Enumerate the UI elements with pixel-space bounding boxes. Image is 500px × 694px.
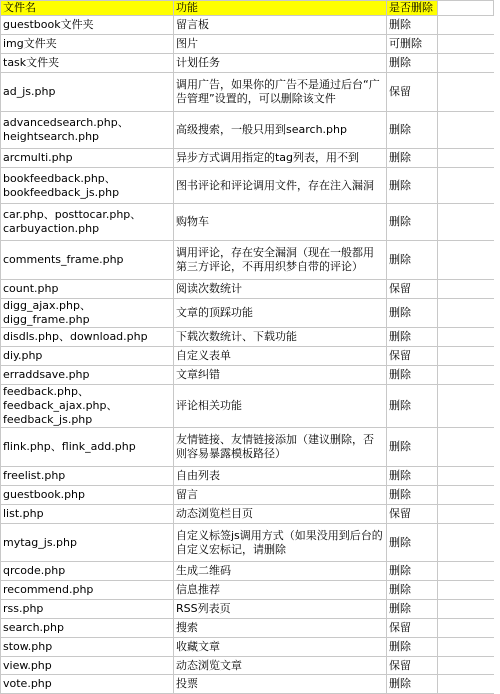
function-cell: 计划任务 bbox=[174, 54, 387, 73]
function-cell: 投票 bbox=[174, 675, 387, 694]
table-row bbox=[1, 638, 494, 657]
function-cell: 留言板 bbox=[174, 16, 387, 35]
table-row bbox=[1, 168, 494, 204]
empty-cell bbox=[438, 16, 494, 35]
filename-cell: digg_ajax.php、digg_frame.php bbox=[1, 299, 174, 328]
empty-cell bbox=[438, 524, 494, 562]
empty-cell bbox=[438, 280, 494, 299]
header-delete: 是否删除 bbox=[387, 1, 438, 16]
function-cell: 文章纠错 bbox=[174, 366, 387, 385]
delete-status-cell: 删除 bbox=[387, 562, 438, 581]
empty-cell bbox=[438, 168, 494, 204]
delete-status-cell: 保留 bbox=[387, 505, 438, 524]
table-row bbox=[1, 149, 494, 168]
delete-status-cell: 删除 bbox=[387, 168, 438, 204]
filename-cell: guestbook文件夹 bbox=[1, 16, 174, 35]
table-row bbox=[1, 280, 494, 299]
empty-cell bbox=[438, 112, 494, 149]
filename-cell: car.php、posttocar.php、carbuyaction.php bbox=[1, 204, 174, 241]
function-cell: 自定义表单 bbox=[174, 347, 387, 366]
table-row bbox=[1, 241, 494, 280]
filename-cell: task文件夹 bbox=[1, 54, 174, 73]
empty-cell bbox=[438, 54, 494, 73]
filename-cell: arcmulti.php bbox=[1, 149, 174, 168]
delete-status-cell: 保留 bbox=[387, 657, 438, 675]
filename-cell: search.php bbox=[1, 619, 174, 638]
empty-cell bbox=[438, 299, 494, 328]
table-row bbox=[1, 619, 494, 638]
filename-cell: qrcode.php bbox=[1, 562, 174, 581]
delete-status-cell: 删除 bbox=[387, 581, 438, 600]
empty-cell bbox=[438, 204, 494, 241]
function-cell: 信息推荐 bbox=[174, 581, 387, 600]
filename-cell: guestbook.php bbox=[1, 486, 174, 505]
filename-cell: diy.php bbox=[1, 347, 174, 366]
filename-cell: list.php bbox=[1, 505, 174, 524]
table-row bbox=[1, 35, 494, 54]
empty-cell bbox=[438, 328, 494, 347]
delete-status-cell: 删除 bbox=[387, 486, 438, 505]
empty-cell bbox=[438, 385, 494, 428]
filename-cell: bookfeedback.php、bookfeedback_js.php bbox=[1, 168, 174, 204]
function-cell: 阅读次数统计 bbox=[174, 280, 387, 299]
function-cell: 友情链接、友情链接添加（建议删除，否则容易暴露模板路径） bbox=[174, 428, 387, 467]
function-cell: 自定义标签js调用方式（如果没用到后台的自定义宏标记，请删除 bbox=[174, 524, 387, 562]
table-row bbox=[1, 73, 494, 112]
filename-cell: vote.php bbox=[1, 675, 174, 694]
table-row bbox=[1, 54, 494, 73]
empty-cell bbox=[438, 149, 494, 168]
header-function: 功能 bbox=[174, 1, 387, 16]
empty-cell bbox=[438, 467, 494, 486]
delete-status-cell: 删除 bbox=[387, 241, 438, 280]
table-row bbox=[1, 299, 494, 328]
function-cell: 留言 bbox=[174, 486, 387, 505]
empty-cell bbox=[438, 73, 494, 112]
empty-cell bbox=[438, 675, 494, 694]
delete-status-cell: 删除 bbox=[387, 428, 438, 467]
function-cell: 动态浏览文章 bbox=[174, 657, 387, 675]
delete-status-cell: 删除 bbox=[387, 600, 438, 619]
empty-cell bbox=[438, 562, 494, 581]
delete-status-cell: 删除 bbox=[387, 366, 438, 385]
filename-cell: flink.php、flink_add.php bbox=[1, 428, 174, 467]
delete-status-cell: 保留 bbox=[387, 347, 438, 366]
empty-cell bbox=[438, 347, 494, 366]
delete-status-cell: 保留 bbox=[387, 619, 438, 638]
empty-cell bbox=[438, 600, 494, 619]
table-row bbox=[1, 204, 494, 241]
function-cell: 调用评论，存在安全漏洞（现在一般都用第三方评论，不再用织梦自带的评论） bbox=[174, 241, 387, 280]
function-cell: 图书评论和评论调用文件，存在注入漏洞 bbox=[174, 168, 387, 204]
table-row bbox=[1, 328, 494, 347]
function-cell: 购物车 bbox=[174, 204, 387, 241]
function-cell: 异步方式调用指定的tag列表，用不到 bbox=[174, 149, 387, 168]
function-cell: 收藏文章 bbox=[174, 638, 387, 657]
delete-status-cell: 删除 bbox=[387, 112, 438, 149]
function-cell: 评论相关功能 bbox=[174, 385, 387, 428]
header-row bbox=[1, 1, 494, 16]
filename-cell: comments_frame.php bbox=[1, 241, 174, 280]
filename-cell: img文件夹 bbox=[1, 35, 174, 54]
table-row bbox=[1, 467, 494, 486]
table-row bbox=[1, 486, 494, 505]
table-row bbox=[1, 505, 494, 524]
delete-status-cell: 删除 bbox=[387, 524, 438, 562]
function-cell: RSS列表页 bbox=[174, 600, 387, 619]
function-cell: 调用广告，如果你的广告不是通过后台“广告管理”设置的，可以删除该文件 bbox=[174, 73, 387, 112]
function-cell: 下载次数统计、下载功能 bbox=[174, 328, 387, 347]
delete-status-cell: 删除 bbox=[387, 149, 438, 168]
header-filename: 文件名 bbox=[1, 1, 174, 16]
filename-cell: stow.php bbox=[1, 638, 174, 657]
table-row bbox=[1, 428, 494, 467]
delete-status-cell: 删除 bbox=[387, 54, 438, 73]
delete-status-cell: 删除 bbox=[387, 385, 438, 428]
filename-cell: ad_js.php bbox=[1, 73, 174, 112]
empty-cell bbox=[438, 486, 494, 505]
empty-cell bbox=[438, 657, 494, 675]
empty-cell bbox=[438, 35, 494, 54]
empty-header-cell bbox=[438, 1, 494, 16]
table-row bbox=[1, 347, 494, 366]
function-cell: 自由列表 bbox=[174, 467, 387, 486]
delete-status-cell: 删除 bbox=[387, 204, 438, 241]
table-row bbox=[1, 112, 494, 149]
function-cell: 文章的顶踩功能 bbox=[174, 299, 387, 328]
empty-cell bbox=[438, 428, 494, 467]
filename-cell: advancedsearch.php、heightsearch.php bbox=[1, 112, 174, 149]
delete-status-cell: 删除 bbox=[387, 328, 438, 347]
filename-cell: count.php bbox=[1, 280, 174, 299]
table-row bbox=[1, 600, 494, 619]
filename-cell: disdls.php、download.php bbox=[1, 328, 174, 347]
empty-cell bbox=[438, 581, 494, 600]
delete-status-cell: 保留 bbox=[387, 73, 438, 112]
filename-cell: rss.php bbox=[1, 600, 174, 619]
table-row bbox=[1, 581, 494, 600]
filename-cell: mytag_js.php bbox=[1, 524, 174, 562]
filename-cell: view.php bbox=[1, 657, 174, 675]
filename-cell: feedback.php、feedback_ajax.php、feedback_js.php bbox=[1, 385, 174, 428]
empty-cell bbox=[438, 366, 494, 385]
filename-cell: recommend.php bbox=[1, 581, 174, 600]
delete-status-cell: 可删除 bbox=[387, 35, 438, 54]
empty-cell bbox=[438, 619, 494, 638]
empty-cell bbox=[438, 638, 494, 657]
filename-cell: erraddsave.php bbox=[1, 366, 174, 385]
empty-cell bbox=[438, 505, 494, 524]
table-row bbox=[1, 562, 494, 581]
filename-cell: freelist.php bbox=[1, 467, 174, 486]
delete-status-cell: 删除 bbox=[387, 299, 438, 328]
table-row bbox=[1, 366, 494, 385]
delete-status-cell: 删除 bbox=[387, 638, 438, 657]
function-cell: 动态浏览栏目页 bbox=[174, 505, 387, 524]
table-row bbox=[1, 16, 494, 35]
delete-status-cell: 删除 bbox=[387, 467, 438, 486]
empty-cell bbox=[438, 241, 494, 280]
table-row bbox=[1, 657, 494, 675]
delete-status-cell: 保留 bbox=[387, 280, 438, 299]
delete-status-cell: 删除 bbox=[387, 675, 438, 694]
function-cell: 搜索 bbox=[174, 619, 387, 638]
function-cell: 图片 bbox=[174, 35, 387, 54]
table-row bbox=[1, 385, 494, 428]
delete-status-cell: 删除 bbox=[387, 16, 438, 35]
table-row bbox=[1, 524, 494, 562]
function-cell: 生成二维码 bbox=[174, 562, 387, 581]
function-cell: 高级搜索，一般只用到search.php bbox=[174, 112, 387, 149]
table-row bbox=[1, 675, 494, 694]
